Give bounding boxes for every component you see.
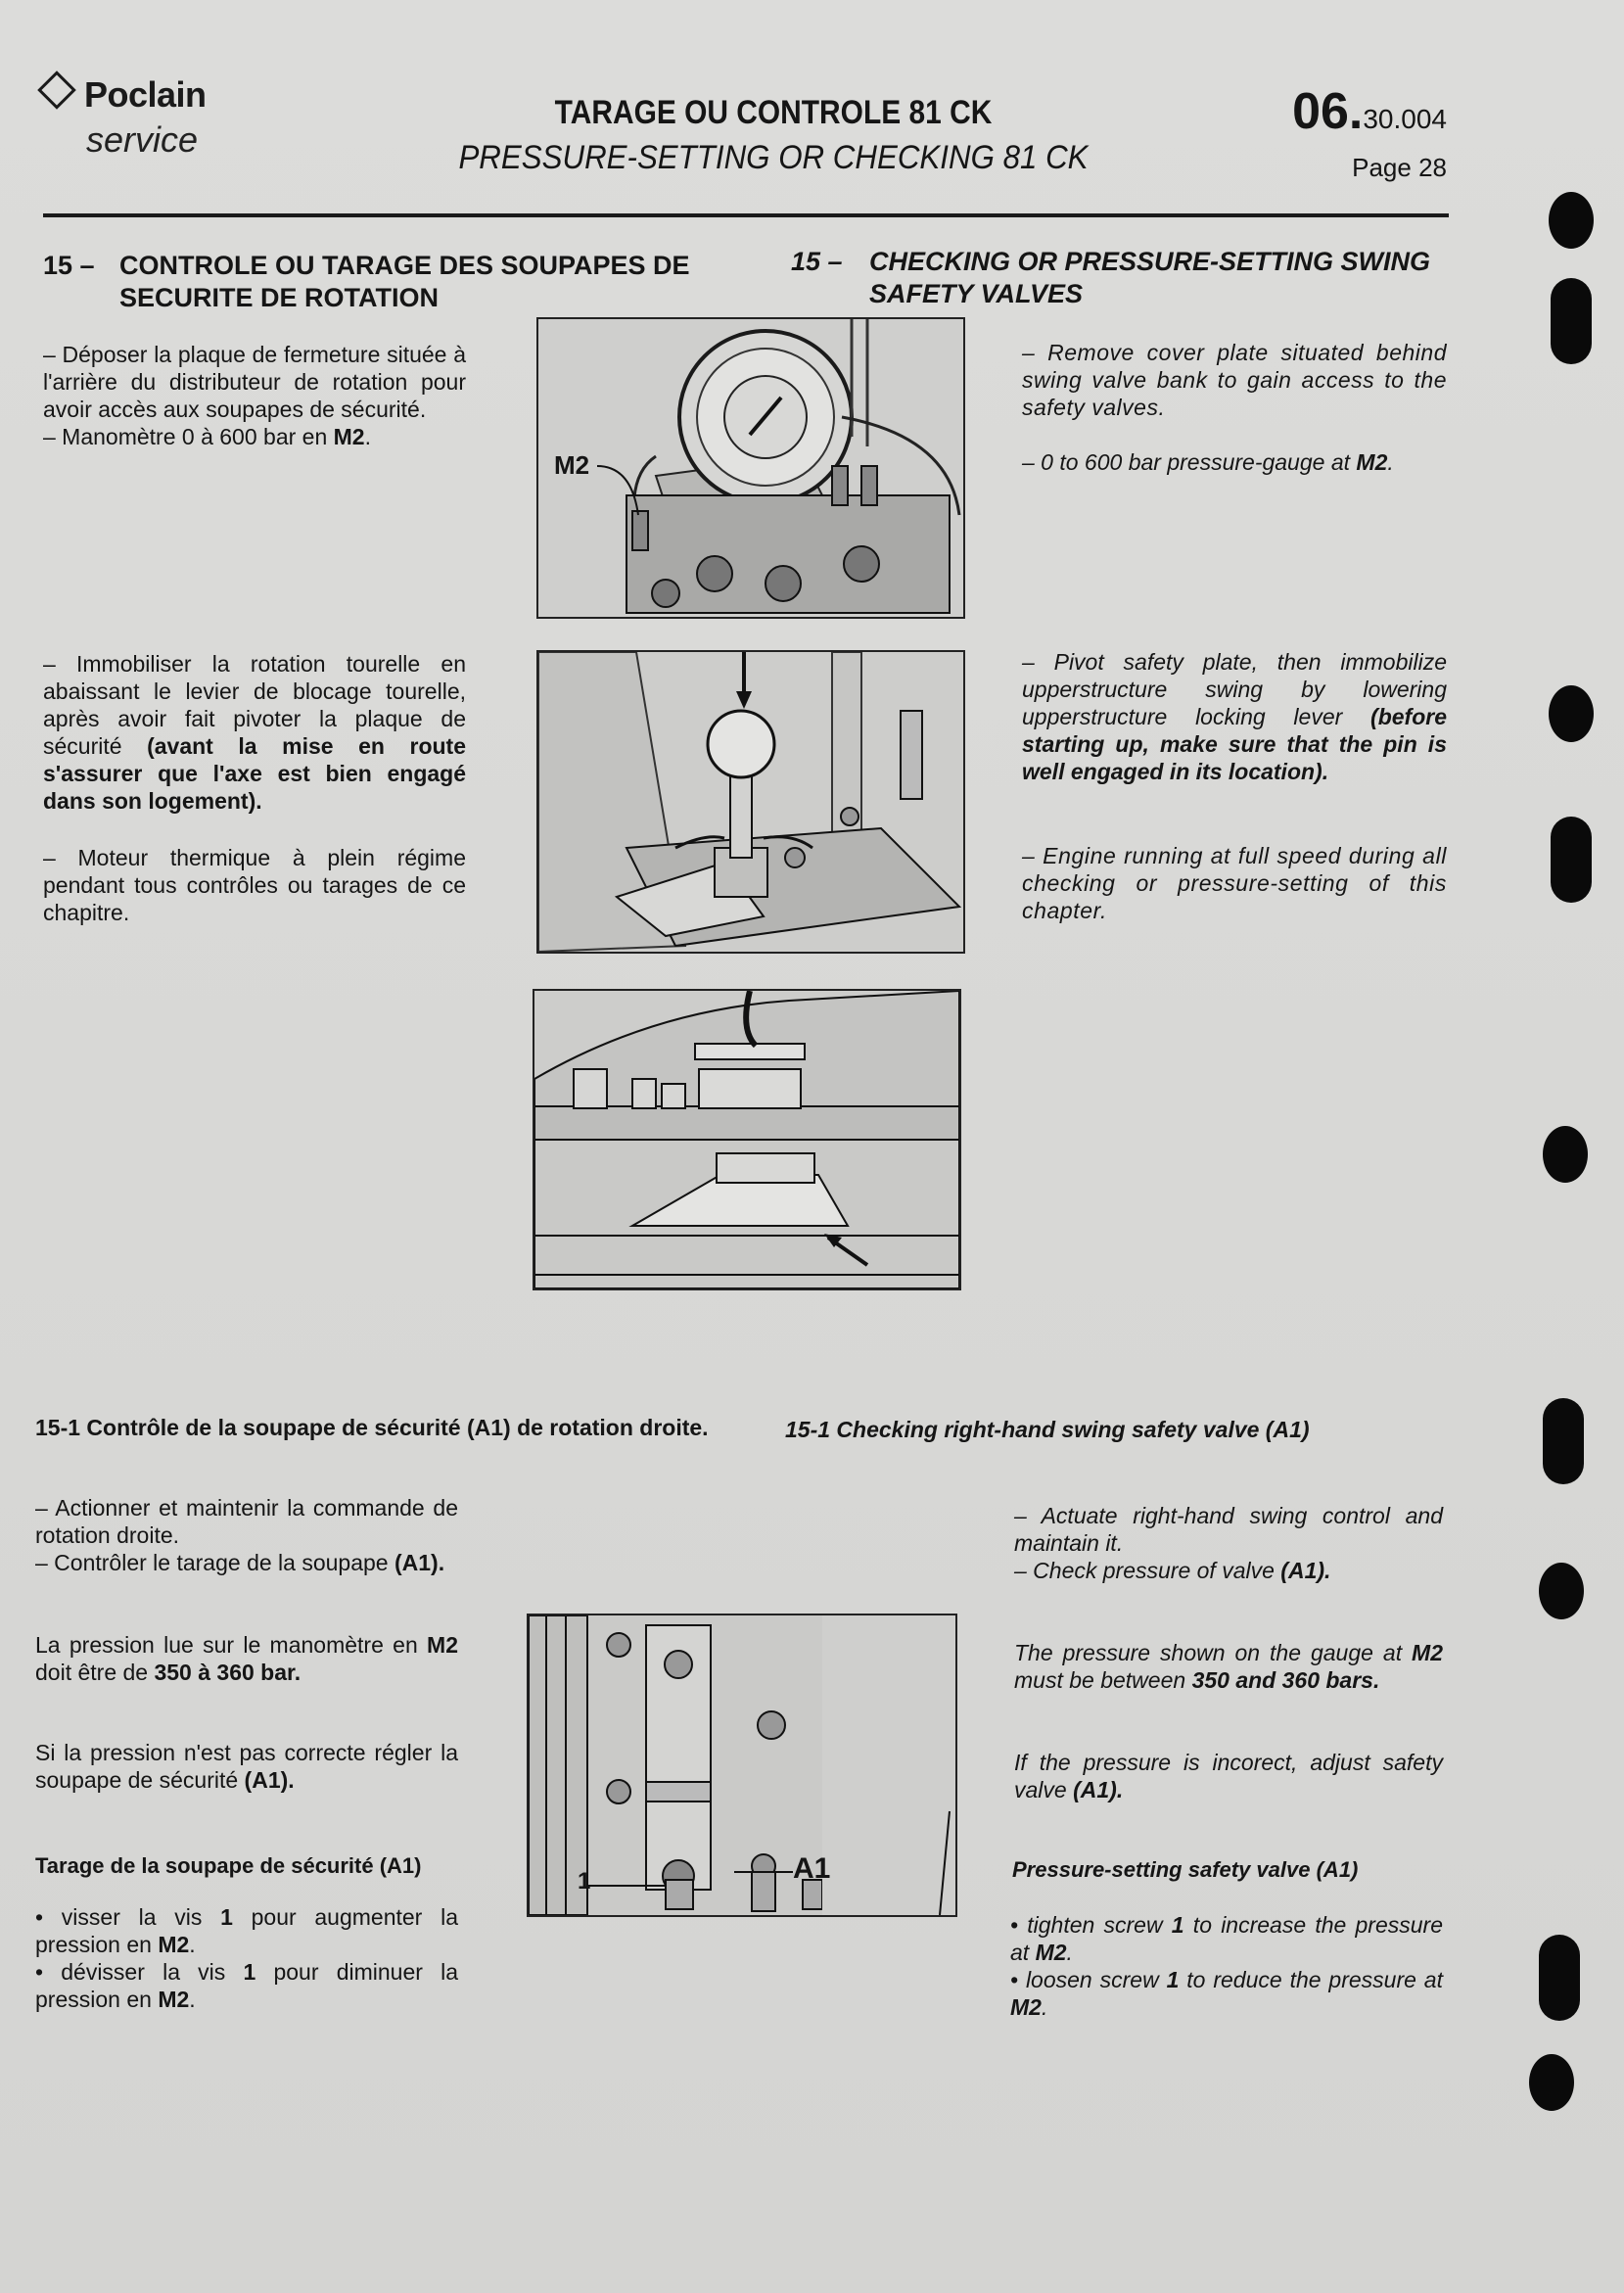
binder-slot [1551, 278, 1592, 364]
document-number [1290, 82, 1447, 141]
text-run: to increase the pressure at [1010, 1912, 1443, 1965]
text-run: • loosen screw [1010, 1967, 1167, 1992]
text-run-bold: 1 [1171, 1912, 1184, 1938]
text-run: must be between [1014, 1667, 1192, 1693]
label-m2: M2 [554, 450, 590, 480]
gauge-illustration [538, 319, 963, 617]
section-15-heading-en [791, 246, 1457, 310]
fr-15-1-paragraph-3 [35, 1739, 458, 1794]
text-run-bold: M2 [333, 424, 365, 449]
en-15-1-bullets [1010, 1911, 1443, 2021]
fr-paragraph-2 [43, 650, 466, 815]
page-title-fr: TARAGE OU CONTROLE 81 CK [554, 94, 993, 131]
section-title-en: CHECKING OR PRESSURE-SETTING SWING SAFETY VALVES [869, 247, 1431, 308]
en-paragraph-1: – Remove cover plate situated behind swing valve bank to gain access to the safety valves. [1022, 340, 1447, 420]
binder-slot [1551, 817, 1592, 903]
en-text [1014, 1557, 1443, 1584]
binder-slot [1539, 1935, 1580, 2021]
text-run: • visser la vis [35, 1904, 221, 1930]
text-run-bold: M2 [1412, 1640, 1443, 1665]
fr-paragraph-3: – Moteur thermique à plein régime pendant tous contrôles ou tarages de ce chapitre. [43, 845, 466, 925]
en-15-1-paragraph-2 [1014, 1639, 1443, 1694]
text-run: La pression lue sur le manomètre en [35, 1632, 428, 1658]
text-run-bold: 350 and 360 bars. [1191, 1667, 1380, 1693]
brand-service: service [86, 119, 199, 160]
text-run-bold: (before starting up, make sure that the pin is well engaged in its location). [1022, 704, 1447, 784]
fr-15-1-paragraph-2 [35, 1631, 458, 1686]
en-15-1-paragraph-3 [1014, 1749, 1443, 1803]
text-run-bold: (A1). [1280, 1558, 1331, 1583]
text-run-bold: 1 [243, 1959, 256, 1985]
binder-hole [1543, 1126, 1588, 1183]
section-title-fr: CONTROLE OU TARAGE DES SOUPAPES DE SECURITE DE ROTATION [119, 251, 690, 312]
text-run: – Contrôler le tarage de la soupape [35, 1550, 394, 1575]
text-run: doit être de [35, 1660, 155, 1685]
fr-15-1-paragraph-1 [35, 1494, 458, 1576]
en-paragraph-2: – 0 to 600 bar pressure-gauge at M2. [1022, 449, 1394, 475]
binder-hole [1539, 1563, 1584, 1619]
binder-hole [1529, 2054, 1574, 2111]
fr-15-1-bullets [35, 1903, 458, 2013]
binder-hole [1549, 192, 1594, 249]
figure-valve-a1 [527, 1614, 957, 1917]
text-run: to reduce the pressure at [1179, 1967, 1443, 1992]
text-run-bold: 1 [1166, 1967, 1180, 1992]
en-text: – Actuate right-hand swing control and maintain it. [1014, 1503, 1443, 1556]
binder-hole [1549, 685, 1594, 742]
text-run-bold: M2 [158, 1987, 190, 2012]
text-run-bold: (A1). [244, 1767, 295, 1793]
fr-bullet: • visser la vis 1 pour augmenter la pression en M2. [35, 1904, 458, 1957]
text-run: – Check pressure of valve [1014, 1558, 1281, 1583]
text-run-bold: M2 [158, 1932, 190, 1957]
figure-safety-plate [533, 989, 961, 1290]
text-run: pour diminuer la pression en [35, 1959, 458, 2012]
text-run: The pressure shown on the gauge at [1014, 1640, 1413, 1665]
text-run-bold: 1 [220, 1904, 233, 1930]
header-rule [43, 213, 1449, 217]
doc-number-sub: 30.004 [1363, 104, 1447, 134]
fr-text [35, 1549, 458, 1576]
en-15-1-subheading: Pressure-setting safety valve (A1) [1012, 1857, 1359, 1882]
fr-bullet: • dévisser la vis 1 pour diminuer la pression en M2. [35, 1959, 458, 2012]
figure-locking-lever [536, 650, 965, 954]
en-15-1-paragraph-1 [1014, 1502, 1443, 1584]
plate-illustration [534, 991, 959, 1288]
text-run-bold: M2 [427, 1632, 458, 1658]
valve-illustration [529, 1615, 955, 1915]
en-bullet: • tighten screw 1 to increase the pressure at M2. [1010, 1912, 1443, 1965]
text-run: – 0 to 600 bar pressure-gauge at [1022, 449, 1357, 475]
section-number: 15 – [43, 251, 95, 280]
diamond-icon [37, 70, 76, 110]
lever-illustration [538, 652, 963, 952]
text-run: • dévisser la vis [35, 1959, 244, 1985]
text-run: Si la pression n'est pas correcte régler la soupape de sécurité [35, 1740, 458, 1793]
fr-text: – Déposer la plaque de fermeture située à l'arrière du distributeur de rotation pour avoir accès aux soupapes de sécurité. [43, 342, 466, 422]
brand-name: Poclain [84, 74, 207, 115]
fr-text: – Actionner et maintenir la commande de rotation droite. [35, 1495, 458, 1548]
text-run-bold: (A1). [1073, 1777, 1124, 1802]
page-title-en: PRESSURE-SETTING OR CHECKING 81 CK [458, 139, 1089, 176]
en-bullet: • loosen screw 1 to reduce the pressure at M2. [1010, 1967, 1443, 2020]
text-run: • tighten screw [1010, 1912, 1172, 1938]
label-screw-1: 1 [578, 1868, 591, 1895]
doc-number-main: 06. [1292, 83, 1364, 140]
fr-text: – Manomètre 0 à 600 bar en M2. [43, 424, 371, 449]
brand-logo [43, 74, 207, 116]
text-run-bold: M2 [1356, 449, 1388, 475]
text-run: If the pressure is incorect, adjust safety valve [1014, 1750, 1443, 1802]
text-run-bold: M2 [1010, 1994, 1042, 2020]
text-run: – Immobiliser la rotation tourelle en abaissant le levier de blocage tourelle, après avoir fait pivoter la plaque de sécurité [43, 651, 466, 759]
section-number: 15 – [791, 247, 843, 276]
figure-pressure-gauge [536, 317, 965, 619]
text-run-bold: (avant la mise en route s'assurer que l'axe est bien engagé dans son logement). [43, 733, 466, 814]
binder-slot [1543, 1398, 1584, 1484]
text-run-bold: M2 [1035, 1940, 1067, 1965]
text-run: pour augmenter la pression en [35, 1904, 458, 1957]
section-15-1-heading-fr: 15-1 Contrôle de la soupape de sécurité (A1) de rotation droite. [35, 1415, 709, 1440]
label-a1: A1 [793, 1852, 831, 1885]
section-15-1-heading-en: 15-1 Checking right-hand swing safety valve (A1) [785, 1417, 1310, 1442]
text-run-bold: 350 à 360 bar. [154, 1660, 302, 1685]
en-paragraph-4: – Engine running at full speed during all checking or pressure-setting of this chapter. [1022, 843, 1447, 923]
fr-15-1-subheading: Tarage de la soupape de sécurité (A1) [35, 1853, 422, 1878]
text-run-bold: (A1). [394, 1550, 445, 1575]
page-number: Page 28 [1352, 153, 1447, 182]
section-15-heading-fr [43, 250, 709, 314]
fr-paragraph-1 [43, 341, 466, 450]
text-run: – Pivot safety plate, then immobilize upperstructure swing by lowering upperstructure locking lever [1022, 649, 1447, 729]
en-paragraph-3 [1022, 648, 1447, 785]
text-run: – Manomètre 0 à 600 bar en [43, 424, 334, 449]
